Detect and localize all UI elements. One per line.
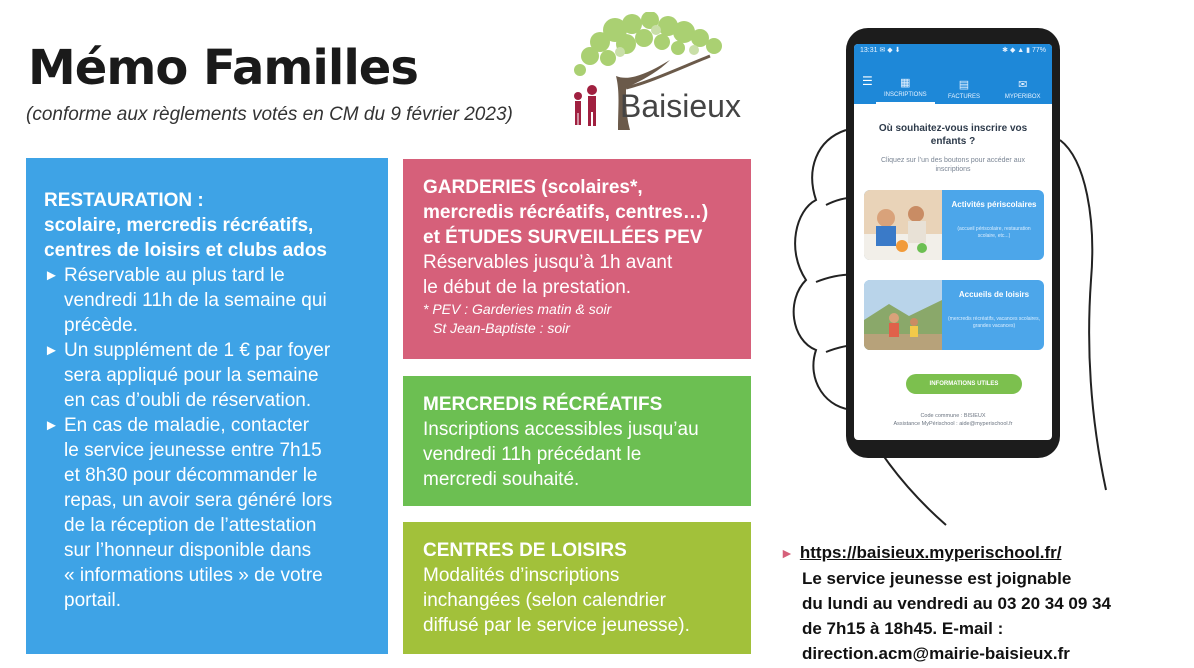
hamburger-menu-icon[interactable]: ☰ <box>862 74 873 88</box>
bullet-line: « informations utiles » de votre <box>64 565 323 586</box>
tab-inscriptions[interactable] <box>876 62 935 104</box>
tab-myperibox[interactable] <box>993 62 1052 104</box>
status-bar <box>860 46 1046 54</box>
mail-icon: ✉ <box>1018 79 1028 91</box>
mercredis-heading: MERCREDIS RÉCRÉATIFS <box>423 394 663 415</box>
activites-periscolaires-button[interactable] <box>864 190 1044 260</box>
footer-assistance: Assistance MyPérischool : aide@myperischool.fr <box>893 421 1013 427</box>
contact-block <box>780 540 1111 666</box>
bullet-arrow-icon: ► <box>44 342 59 359</box>
children-eating-image <box>864 190 942 260</box>
bullet-line: vendredi 11h de la semaine qui <box>64 290 327 311</box>
accueils-de-loisirs-button[interactable] <box>864 280 1044 350</box>
tab-label: FACTURES <box>948 94 981 100</box>
garderies-text-1: Réservables jusqu’à 1h avant <box>423 252 673 273</box>
restauration-bullet-2 <box>44 338 370 413</box>
garderies-note-1: * PEV : Garderies matin & soir <box>423 301 612 317</box>
garderies-heading-3: et ÉTUDES SURVEILLÉES PEV <box>423 227 703 248</box>
page-subtitle: (conforme aux règlements votés en CM du 9 février 2023) <box>26 104 513 125</box>
restauration-bullet-1 <box>44 263 370 338</box>
screen-question: Où souhaitez-vous inscrire vos enfants ? <box>878 123 1028 147</box>
contact-email[interactable]: direction.acm@mairie-baisieux.fr <box>802 644 1070 663</box>
bullet-line: repas, un avoir sera généré lors <box>64 490 333 511</box>
bullet-line: En cas de maladie, contacter <box>64 415 310 436</box>
card-subtitle: (mercredis récréatifs, vacances scolaires, grandes vacances) <box>948 316 1040 329</box>
logo-text: Baisieux <box>620 88 741 124</box>
card-title: Accueils de loisirs <box>958 290 1030 299</box>
invoice-icon: ▤ <box>958 79 970 91</box>
bullet-line: précède. <box>64 315 138 336</box>
mercredis-panel <box>403 376 751 506</box>
bullet-arrow-icon: ► <box>44 267 59 284</box>
screen-hint: Cliquez sur l’un des boutons pour accéder aux inscriptions <box>881 157 1025 173</box>
bullet-line: de la réception de l’attestation <box>64 515 317 536</box>
contact-line-1: Le service jeunesse est joignable <box>802 569 1072 588</box>
tab-label: MYPERIBOX <box>1004 94 1041 100</box>
centres-heading: CENTRES DE LOISIRS <box>423 540 627 561</box>
phone-screen <box>854 44 1052 440</box>
screen-footer <box>858 412 1048 428</box>
centres-text-3: diffusé par le service jeunesse). <box>423 615 690 636</box>
bullet-line: sur l’honneur disponible dans <box>64 540 312 561</box>
page-title: Mémo Familles <box>28 40 418 96</box>
garderies-heading-1: GARDERIES (scolaires*, <box>423 177 643 198</box>
garderies-text-2: le début de la prestation. <box>423 277 632 298</box>
restauration-heading: RESTAURATION : <box>44 190 204 211</box>
centres-panel <box>403 522 751 654</box>
bullet-line: en cas d’oubli de réservation. <box>64 390 312 411</box>
tab-label: INSCRIPTIONS <box>884 92 927 98</box>
restauration-subheading-1: scolaire, mercredis récréatifs, <box>44 215 314 236</box>
bullet-line: Un supplément de 1 € par foyer <box>64 340 331 361</box>
bullet-line: portail. <box>64 590 122 611</box>
status-right: ✱ ◆ ▲ ▮ 77% <box>1002 47 1046 54</box>
children-outdoor-image <box>864 280 942 350</box>
contact-line-3: de 7h15 à 18h45. E-mail : <box>802 619 1004 638</box>
app-bar <box>854 44 1052 104</box>
centres-text-1: Modalités d’inscriptions <box>423 565 620 586</box>
restauration-subheading-2: centres de loisirs et clubs ados <box>44 240 327 261</box>
centres-text-2: inchangées (selon calendrier <box>423 590 666 611</box>
restauration-bullet-3 <box>44 413 370 613</box>
contact-line-2: du lundi au vendredi au 03 20 34 09 34 <box>802 594 1111 613</box>
mercredis-text-2: vendredi 11h précédant le <box>423 444 642 465</box>
bullet-line: sera appliqué pour la semaine <box>64 365 319 386</box>
app-tabs <box>854 62 1052 104</box>
mercredis-text-1: Inscriptions accessibles jusqu’au <box>423 419 699 440</box>
informations-utiles-button[interactable]: INFORMATIONS UTILES <box>906 374 1022 394</box>
card-title: Activités périscolaires <box>951 200 1037 209</box>
footer-code-commune: Code commune : BISIEUX <box>920 413 986 419</box>
tab-factures[interactable] <box>935 62 994 104</box>
portal-link[interactable]: https://baisieux.myperischool.fr/ <box>799 543 1062 562</box>
bullet-line: et 8h30 pour décommander le <box>64 465 318 486</box>
bullet-arrow-icon: ► <box>780 545 794 561</box>
mercredis-text-3: mercredi souhaité. <box>423 469 580 490</box>
bullet-arrow-icon: ► <box>44 417 59 434</box>
garderies-note-2: St Jean-Baptiste : soir <box>433 320 570 336</box>
bullet-line: Réservable au plus tard le <box>64 265 285 286</box>
restauration-panel <box>26 158 388 654</box>
card-subtitle: (accueil périscolaire, restauration scolaire, etc...) <box>957 226 1031 239</box>
garderies-panel <box>403 159 751 359</box>
bullet-line: le service jeunesse entre 7h15 <box>64 440 322 461</box>
status-left: 13:31 ✉ ◆ ⬇ <box>860 47 901 54</box>
phone-illustration <box>786 20 1116 530</box>
calendar-icon: ▦ <box>900 77 911 89</box>
garderies-heading-2: mercredis récréatifs, centres…) <box>423 202 709 223</box>
